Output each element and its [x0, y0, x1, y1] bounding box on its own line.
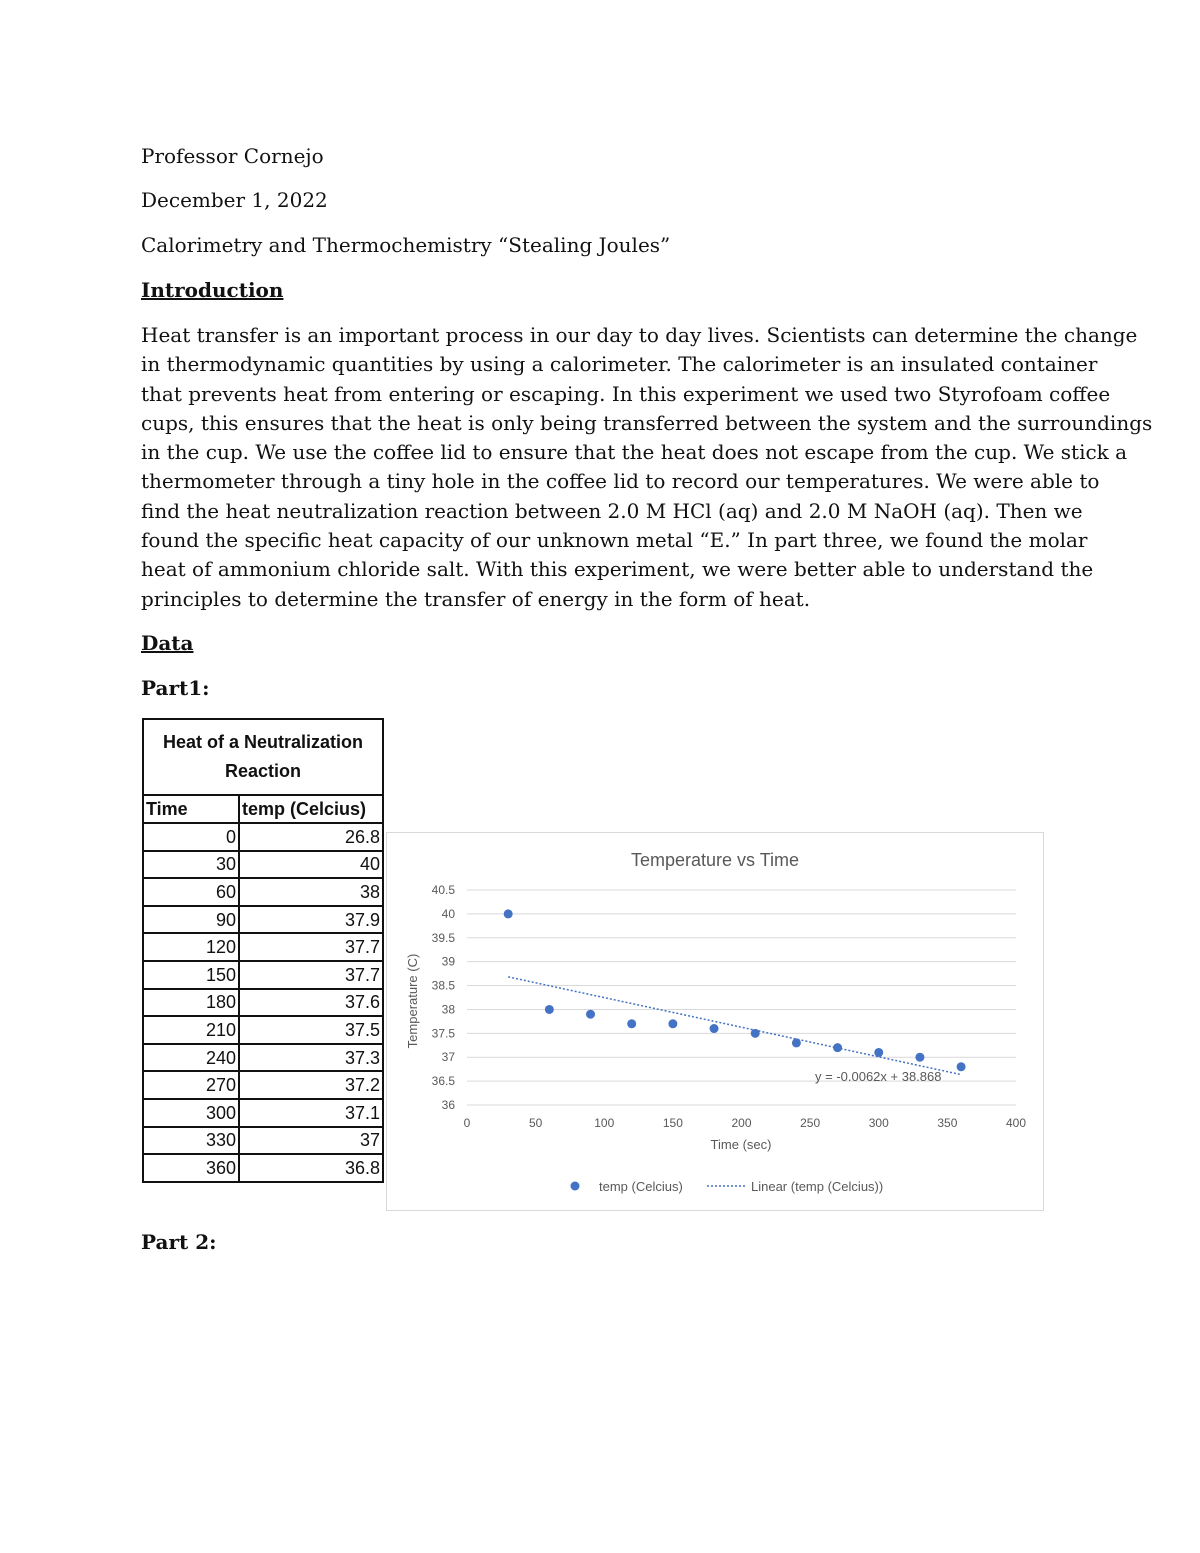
- chart-x-tick-label: 50: [528, 1116, 543, 1130]
- chart-svg: [387, 833, 1043, 1210]
- cell-temp: 37.9: [239, 906, 383, 934]
- chart-x-tick-label: 400: [1005, 1116, 1027, 1130]
- table-row: [143, 961, 383, 989]
- chart-y-tick-label: 38.5: [431, 978, 455, 993]
- chart-point: [833, 1043, 842, 1052]
- intro-line: that prevents heat from entering or escaping. In this experiment we used two Styrofoam coffee: [141, 381, 1111, 406]
- chart-point: [751, 1029, 760, 1038]
- cell-temp: 38: [239, 878, 383, 906]
- legend-marker-points: [571, 1182, 580, 1191]
- chart-x-tick-label: 300: [868, 1116, 889, 1130]
- cell-temp: 37.1: [239, 1099, 383, 1127]
- table-row: [143, 1154, 383, 1182]
- table-row: [143, 906, 383, 934]
- cell-temp: 37.7: [239, 961, 383, 989]
- cell-time: 270: [143, 1071, 239, 1099]
- chart-y-tick-label: 37.5: [431, 1026, 455, 1041]
- chart-y-tick-label: 37: [441, 1050, 455, 1065]
- cell-temp: 37.6: [239, 989, 383, 1017]
- column-header-time: Time: [143, 795, 239, 823]
- chart-point: [792, 1038, 801, 1047]
- chart-x-tick-label: 350: [937, 1116, 958, 1130]
- trendline-equation: y = -0.0062x + 38.868: [815, 1069, 942, 1084]
- legend-label-trendline: Linear (temp (Celcius)): [751, 1179, 884, 1194]
- chart-point: [915, 1053, 924, 1062]
- cell-temp: 37.5: [239, 1016, 383, 1044]
- chart-point: [545, 1005, 554, 1014]
- table-row: [143, 1044, 383, 1072]
- table-row: [143, 823, 383, 851]
- chart-y-tick-label: 39: [441, 954, 455, 969]
- intro-line: principles to determine the transfer of energy in the form of heat.: [141, 586, 811, 611]
- document-title: Calorimetry and Thermochemistry “Stealing Joules”: [141, 233, 671, 257]
- chart-point: [586, 1010, 595, 1019]
- table-row: [143, 851, 383, 879]
- cell-time: 330: [143, 1127, 239, 1155]
- professor-name: Professor Cornejo: [141, 144, 324, 168]
- introduction-heading: Introduction: [141, 278, 284, 302]
- legend-label-points: temp (Celcius): [599, 1179, 683, 1194]
- table-row: [143, 1099, 383, 1127]
- introduction-paragraph: [141, 321, 1153, 614]
- chart-x-tick-label: 0: [463, 1116, 471, 1130]
- table-row: [143, 989, 383, 1017]
- table-row: [143, 1127, 383, 1155]
- table-row: [143, 878, 383, 906]
- cell-time: 0: [143, 823, 239, 851]
- cell-time: 60: [143, 878, 239, 906]
- intro-line: in thermodynamic quantities by using a calorimeter. The calorimeter is an insulated container: [141, 352, 1098, 377]
- chart-point: [710, 1024, 719, 1033]
- chart-y-tick-label: 38: [441, 1002, 455, 1017]
- chart-y-tick-labels: [432, 883, 456, 1112]
- intro-line: Heat transfer is an important process in our day to day lives. Scientists can determine the change: [141, 323, 1138, 347]
- chart-y-tick-label: 40.5: [431, 883, 455, 897]
- intro-line: cups, this ensures that the heat is only being transferred between the system and the surroundings: [141, 410, 1153, 435]
- cell-time: 90: [143, 906, 239, 934]
- document-date: December 1, 2022: [141, 188, 328, 212]
- cell-time: 300: [143, 1099, 239, 1127]
- cell-temp: 37.2: [239, 1071, 383, 1099]
- cell-time: 180: [143, 989, 239, 1017]
- table-row: [143, 1016, 383, 1044]
- chart-x-tick-labels: [464, 1116, 1027, 1130]
- chart-title: Temperature vs Time: [630, 850, 800, 870]
- cell-time: 30: [143, 851, 239, 879]
- intro-line: find the heat neutralization reaction between 2.0 M HCl (aq) and 2.0 M NaOH (aq). Then we: [141, 498, 1083, 523]
- cell-time: 210: [143, 1016, 239, 1044]
- cell-time: 120: [143, 933, 239, 961]
- part2-label: Part 2:: [141, 1230, 217, 1254]
- chart-y-tick-label: 39.5: [431, 930, 455, 945]
- chart-data-points: [504, 909, 966, 1071]
- cell-time: 360: [143, 1154, 239, 1182]
- chart-y-tick-label: 36.5: [431, 1074, 455, 1089]
- cell-temp: 37.7: [239, 933, 383, 961]
- cell-time: 240: [143, 1044, 239, 1072]
- table-title-line1: Heat of a Neutralization: [162, 732, 364, 752]
- data-heading: Data: [141, 631, 194, 655]
- table-row: [143, 933, 383, 961]
- temperature-chart: [386, 832, 1044, 1211]
- cell-temp: 37.3: [239, 1044, 383, 1072]
- chart-legend: [571, 1179, 884, 1194]
- table-title: [143, 719, 383, 795]
- chart-point: [957, 1062, 966, 1071]
- cell-temp: 36.8: [239, 1154, 383, 1182]
- part1-label: Part1:: [141, 676, 210, 700]
- chart-y-axis-label: Temperature (C): [405, 953, 420, 1049]
- cell-temp: 26.8: [239, 823, 383, 851]
- column-header-temp: temp (Celcius): [239, 795, 383, 823]
- cell-time: 150: [143, 961, 239, 989]
- chart-point: [874, 1048, 883, 1057]
- chart-x-tick-label: 200: [731, 1116, 752, 1130]
- chart-point: [504, 909, 513, 918]
- chart-point: [627, 1019, 636, 1028]
- chart-x-axis-label: Time (sec): [710, 1137, 772, 1152]
- intro-line: heat of ammonium chloride salt. With this experiment, we were better able to understand the: [141, 557, 1094, 582]
- chart-x-tick-label: 100: [594, 1116, 615, 1130]
- chart-x-tick-label: 250: [800, 1116, 821, 1130]
- chart-y-tick-label: 36: [441, 1098, 455, 1112]
- intro-line: found the specific heat capacity of our unknown metal “E.” In part three, we found the molar: [141, 528, 1088, 553]
- cell-temp: 40: [239, 851, 383, 879]
- table-title-line2: Reaction: [224, 761, 302, 781]
- chart-y-tick-label: 40: [441, 906, 455, 921]
- chart-point: [668, 1019, 677, 1028]
- table-row: [143, 1071, 383, 1099]
- intro-line: in the cup. We use the coffee lid to ensure that the heat does not escape from the cup. We stick a: [141, 440, 1128, 465]
- chart-x-tick-label: 150: [662, 1116, 683, 1130]
- intro-line: thermometer through a tiny hole in the coffee lid to record our temperatures. We were able to: [141, 469, 1100, 494]
- cell-temp: 37: [239, 1127, 383, 1155]
- chart-trendline: [508, 977, 961, 1075]
- neutralization-table: [142, 718, 384, 1183]
